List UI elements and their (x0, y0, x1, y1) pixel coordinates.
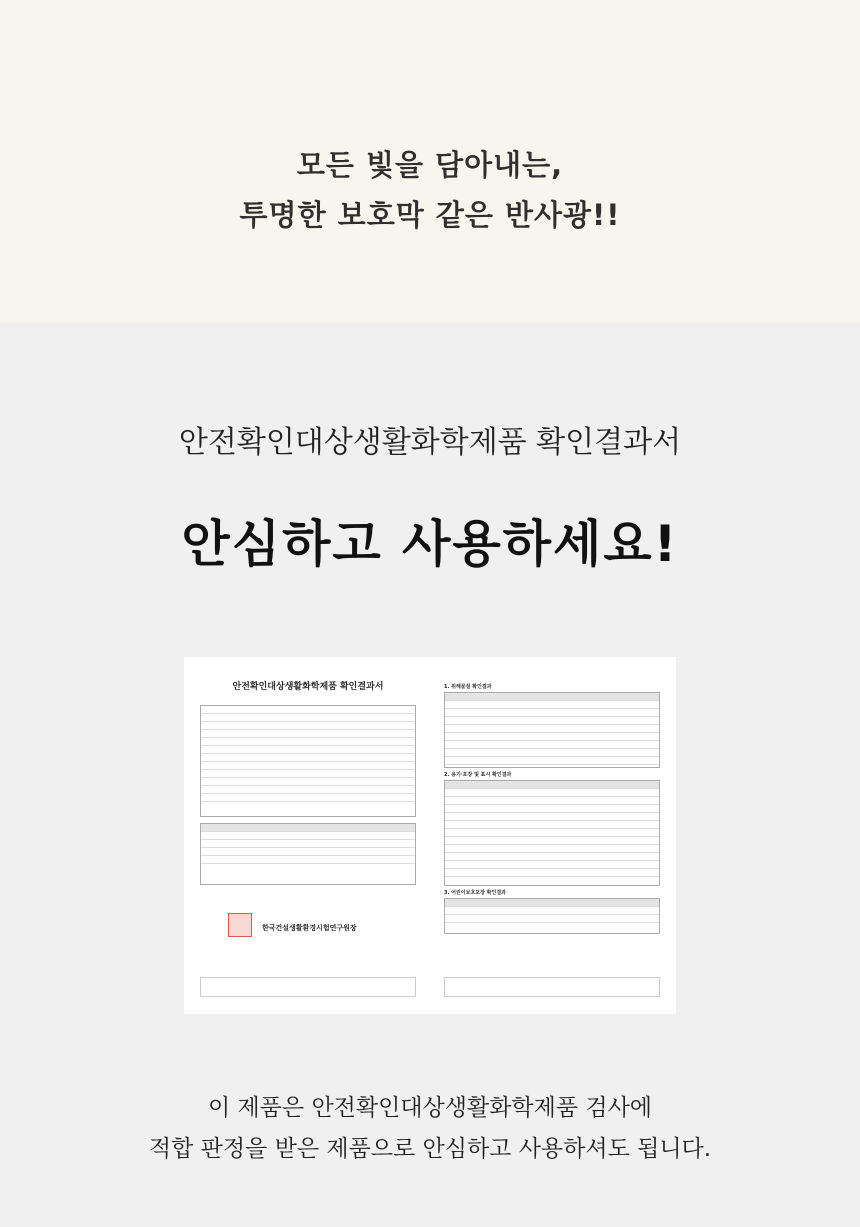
issuer-name: 한국건설생활환경시험연구원장 (262, 924, 357, 932)
footnote-box (200, 977, 416, 997)
certificate-title: 안전확인대상생활화학제품 확인결과서 (232, 682, 384, 692)
certificate-page-1 (192, 665, 424, 1005)
child-package-table (444, 898, 660, 934)
hero-line-1: 모든 빛을 담아내는, (296, 148, 564, 182)
applicant-table (200, 705, 416, 817)
packaging-table (444, 780, 660, 886)
hero-section (0, 0, 860, 322)
part-2-heading: 2. 용기·포장 및 표시 확인결과 (444, 772, 512, 778)
part-1-heading: 1. 위해물질 확인결과 (444, 684, 492, 690)
certificate-section (0, 322, 860, 1227)
footer-line-1: 이 제품은 안전확인대상생활화학제품 검사에 (207, 1095, 653, 1121)
part-3-heading: 3. 어린이보호포장 확인결과 (444, 890, 506, 896)
official-seal (228, 913, 252, 937)
footnote-box (444, 977, 660, 997)
certificate-image (184, 657, 676, 1014)
certificate-page-2 (436, 665, 668, 1005)
footer-line-2: 적합 판정을 받은 제품으로 안심하고 사용하셔도 됩니다. (148, 1136, 712, 1162)
result-table (200, 823, 416, 885)
section-headline: 안심하고 사용하세요! (181, 515, 679, 573)
section-subtitle: 안전확인대상생활화학제품 확인결과서 (178, 425, 682, 460)
hazard-table (444, 692, 660, 768)
hero-line-2: 투명한 보호막 같은 반사광!! (239, 198, 621, 232)
